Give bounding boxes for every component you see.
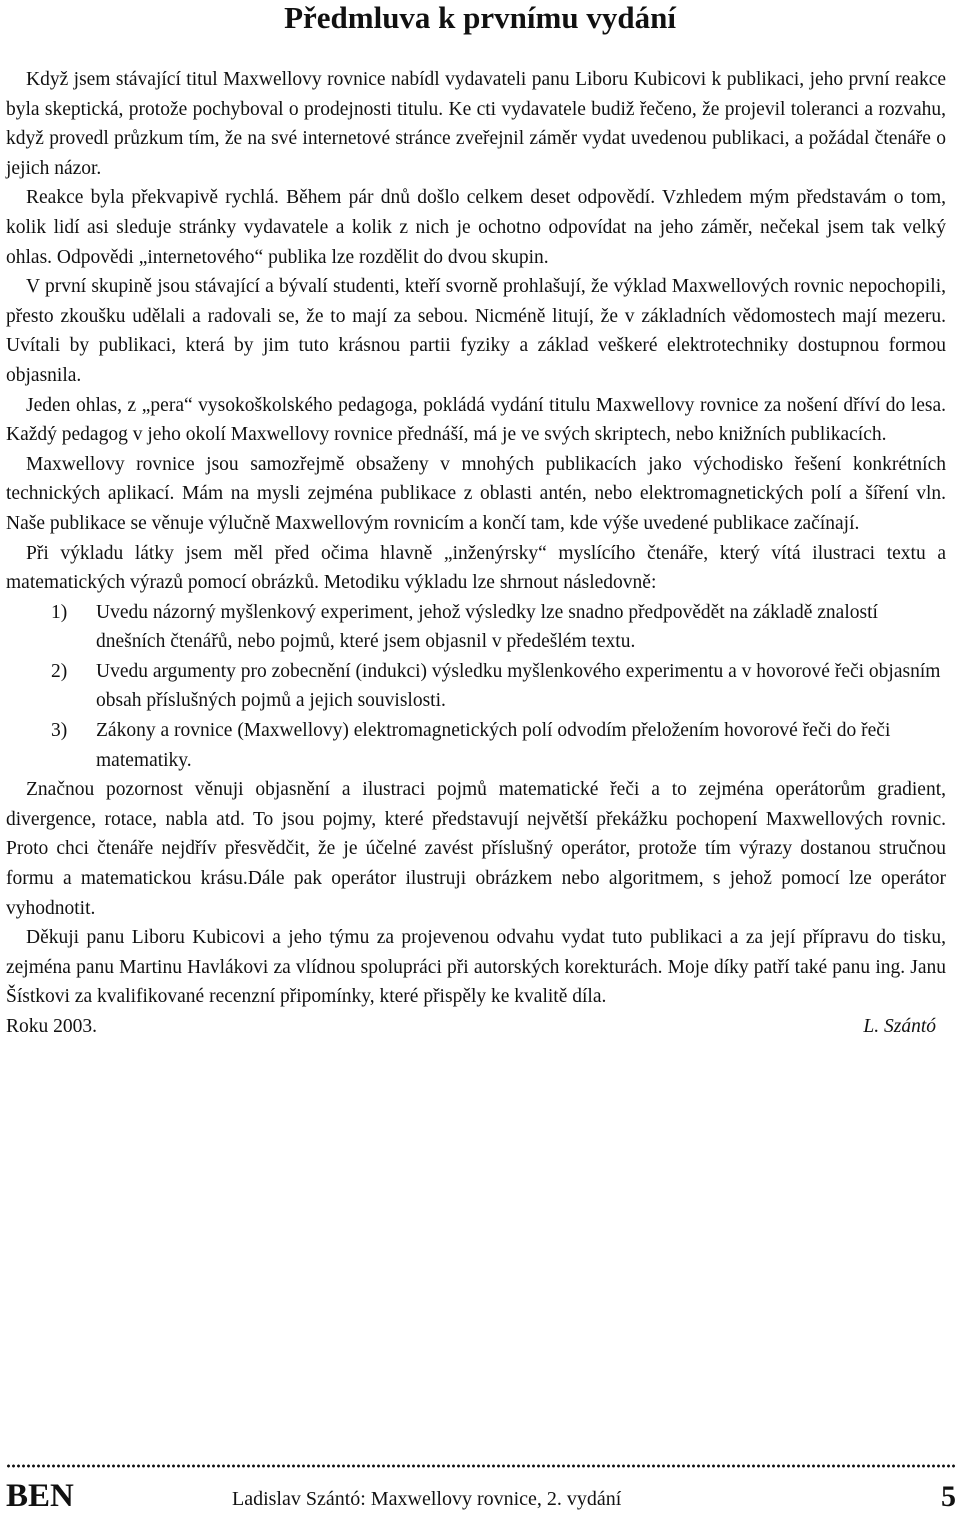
document-body [6,65,946,1042]
paragraph: Značnou pozornost věnuji objasnění a ilustraci pojmů matematické řeči a to zejména operátorům gradient, divergence, rotace, nabla atd. To jsou pojmy, které představují největší překážku pochopení Maxwellových rovnic. Proto chci čtenáře nejdřív přesvědčit, že je účelné zavést příslušný operátor, protože tím výrazy dostanou stručnou formu a matematickou krásu.Dále pak operátor ilustruji obrázkem nebo algoritmem, s jehož pomocí lze operátor vyhodnotit. [6,779,946,919]
footer-divider [6,1464,956,1468]
publisher-logo: BEN [6,1478,74,1514]
list-item [6,716,946,775]
author-signature: L. Szántó [863,1016,936,1037]
list-number: 2) [51,660,68,682]
paragraph: Maxwellovy rovnice jsou samozřejmě obsaženy v mnohých publikacích jako východisko řešení konkrétních technických aplikací. Mám na mysli zejména publikace z oblasti antén, nebo elektromagnetických polí a šíření vln. Naše publikace se věnuje výlučně Maxwellovým rovnicím a končí tam, kde výše uvedené publikace začínají. [6,453,946,534]
paragraph: Jeden ohlas, z „pera“ vysokoškolského pedagoga, pokládá vydání titulu Maxwellovy rovnice za nošení dříví do lesa. Každý pedagog v jeho okolí Maxwellovy rovnice přednáší, má je ve svých skriptech, nebo knižních publikacích. [6,394,946,446]
date-line: Roku 2003. [6,1016,98,1037]
page-title: Předmluva k prvnímu vydání [284,0,676,35]
paragraph: Děkuji panu Liboru Kubicovi a jeho týmu za projevenou odvahu vydat tuto publikaci a za její přípravu do tisku, zejména panu Martinu Havlákovi za vlídnou spolupráci při autorských korekturách. Moje díky patří také panu ing. Janu Šístkovi za kvalifikované recenzní připomínky, které přispěly ke kvalitě díla. [6,927,946,1008]
paragraph: V první skupině jsou stávající a bývalí studenti, kteří svorně prohlašují, že výklad Maxwellových rovnic nepochopili, přesto zkoušku udělali a radovali se, že to mají za sebou. Nicméně litují, že v základních vědomostech mají mezeru. Uvítali by publikaci, která by jim tuto krásnou partii fyziky a základ veškeré elektrotechniky dostupnou formou objasnila. [6,276,946,386]
paragraph: Při výkladu látky jsem měl před očima hlavně „inženýrsky“ myslícího čtenáře, který vítá ilustraci textu a matematických výrazů pomocí obrázků. Metodiku výkladu lze shrnout následovně: [6,542,946,594]
paragraph: Reakce byla překvapivě rychlá. Během pár dnů došlo celkem deset odpovědí. Vzhledem mým představám o tom, kolik lidí asi sleduje stránky vydavatele a kolik z nich je ochotno odpovídat na jeho záměr, nečekal jsem tak velký ohlas. Odpovědi „internetového“ publika lze rozdělit do dvou skupin. [6,187,946,268]
list-text: Uvedu názorný myšlenkový experiment, jehož výsledky lze snadno předpovědět na základě znalostí dnešních čtenářů, nebo pojmů, které jsem objasnil v předešlém textu. [96,601,878,653]
list-text: Zákony a rovnice (Maxwellovy) elektromagnetických polí odvodím přeložením hovorové řeči do řeči matematiky. [96,720,891,771]
list-text: Uvedu argumenty pro zobecnění (indukci) výsledku myšlenkového experimentu a v hovorové řeči objasním obsah příslušných pojmů a jejich souvislosti. [96,660,941,712]
signoff [6,1012,936,1042]
footer-book-title: Ladislav Szántó: Maxwellovy rovnice, 2. vydání [232,1488,622,1510]
list-item [6,598,946,657]
page-number: 5 [941,1480,956,1513]
list-number: 3) [51,720,68,742]
page-footer [6,1478,956,1518]
list-item [6,657,946,716]
numbered-list [6,598,946,776]
list-number: 1) [51,601,68,623]
paragraph: Když jsem stávající titul Maxwellovy rovnice nabídl vydavateli panu Liboru Kubicovi k publikaci, jeho první reakce byla skeptická, protože pochyboval o prodejnosti titulu. Ke cti vydavatele budiž řečeno, že projevil toleranci a rozvahu, když provedl průzkum tím, že na své internetové stránce zveřejnil záměr vydat uvedenou publikaci, a požádal čtenáře o jejich názor. [6,69,946,179]
